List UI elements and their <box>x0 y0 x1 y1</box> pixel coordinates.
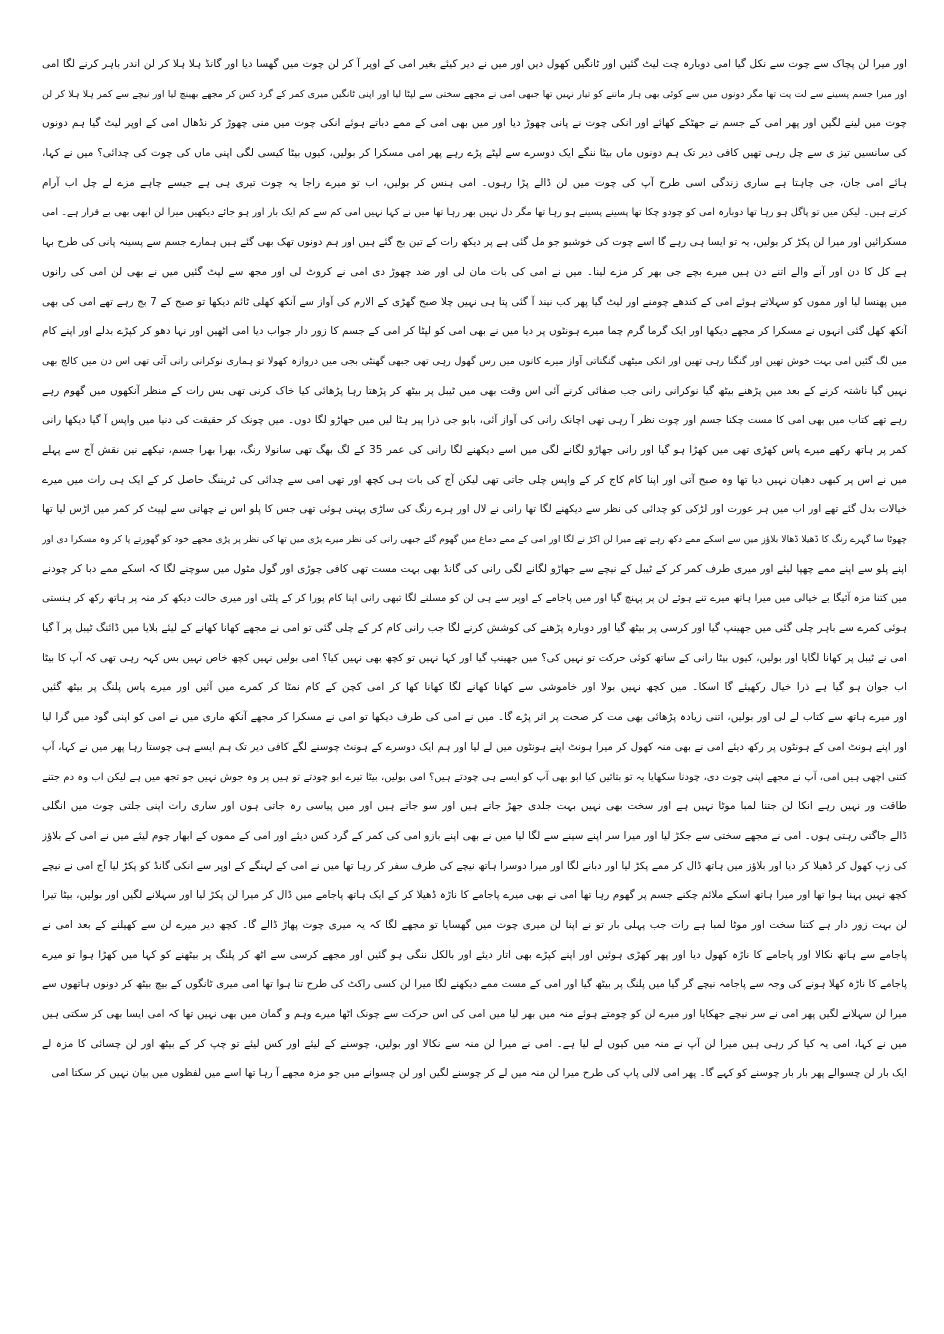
text-line: کمر پر ہاتھ رکھے میرے پاس کھڑی تھی میں کھڑا ہو گیا اور رانی جھاڑو لگانے لگی میں اسے دیکھنے لگا رانی کی عمر 35 کے لگ بھگ تھی سانولا رنگ، بھرا بھرا جسم، تیکھے نین نقش آج سے پہلے <box>42 443 907 456</box>
text-line: ڈالے جاگتی رہتی ہوں۔ امی نے مجھے سختی سے جکڑ لیا اور میرا سر اپنے سینے سے لگا لیا میں نے بھی اپنے بازو امی کی کمر کے گرد کس دیئے اور امی کے مموں کے ابھار چوم لیئے میں نے امی کے بلاؤز <box>42 829 907 842</box>
text-line: کرتے ہیں۔ لیکن میں تو پاگل ہو رہا تھا دوبارہ امی کو چودو چکا تھا پسینے پسینے ہو رہا تھا مگر دل نہیں بھر رہا تھا میں نے کہا نہیں امی کم سے کم ایک بار اور ہو جائے دیکھیں میرا لن ابھی بھی بے قرار ہے۔ امی <box>42 207 907 219</box>
text-line: میں کتنا مزہ آئیگا بے خیالی میں میرا ہاتھ میرے تنے ہوئے لن پر پہنچ گیا اور میں پاجامے کے اوپر سے ہی لن کو مسلنے لگا تبھی رانی اپنا کام پورا کر کے پلٹی اور میری حالت دیکھ کر منہ پر ہاتھ رکھ کر ہنستی <box>42 593 907 605</box>
text-line: لن بہت زور دار ہے کتنا سخت اور موٹا لمبا ہے رات جب پہلی بار تو نے اپنا لن میری چوت میں گھسایا تو مجھے لگا کہ یہ میری چوت پھاڑ ڈالے گا۔ کچھ دیر میرے لن سے کھیلنے کے بعد امی نے <box>42 918 907 931</box>
text-line: ہے کل کا دن اور آنے والے اتنے دن ہیں میرے بچے جی بھر کر مزے لینا۔ میں نے امی کی بات مان لی اور ضد چھوڑ دی امی نے کروٹ لی اور مجھ سے لپٹ گئیں میں نے بھی لن امی کی رانوں <box>42 265 907 278</box>
text-line: مسکرائیں اور میرا لن پکڑ کر بولیں، یہ تو ایسا ہی رہے گا اسے چوت کی خوشبو جو مل گئی ہے پر دیکھ رات کے تین بج گئے ہیں اور ہم دونوں تھک بھی گئے ہیں ہمارے جسم سے پسینہ پانی کی طرح بہا <box>42 236 907 249</box>
text-line: اب جوان ہو گیا ہے ذرا خیال رکھیئے گا اسکا۔ میں کچھ نہیں بولا اور خاموشی سے کھانا کھانے لگا کھانا کھا کر امی کچن کے کام نمٹا کر کمرے میں آئیں اور میرے پاس پلنگ پر بیٹھ گئیں <box>42 681 907 694</box>
text-line: میں نے اس پر کبھی دھیان نہیں دیا تھا وہ صبح آتی اور اپنا کام کاج کر کے واپس چلی جاتی تھی لیکن آج کی بات ہی کچھ اور تھی امی سے چدائی کی ٹریننگ حاصل کر کے ایک ہی رات میں میرے <box>42 473 907 486</box>
text-line: رہے تھے کتاب میں بھی امی کا مست چکنا جسم اور چوت نظر آ رہی تھی اچانک رانی کی آواز آئی، بابو جی ذرا پیر ہٹا لیں میں جھاڑو لگا دوں۔ میں چونک کر حقیقت کی دنیا میں واپس آ گیا دیکھا رانی <box>42 414 907 427</box>
text-line: طاقت ور نہیں رہے انکا لن جتنا لمبا موٹا نہیں ہے اور سخت بھی نہیں بہت جلدی جھڑ جاتے ہیں اور سو جاتے ہیں اور میں پیاسی رہ جاتی ہوں اور ساری رات اپنی جلتی چوت میں انگلی <box>42 800 907 813</box>
text-line: کچھ نہیں پہنا ہوا تھا اور میرا ہاتھ اسکے ملائم چکنے جسم پر گھوم رہا تھا امی نے بھی میرے پاجامے کا ناڑہ ڈھیلا کر کے ایک ہاتھ پاجامے میں ڈال کر میرا لن پکڑ لیا اور سہلانے لگیں اور بولیں، بیٹا تیرا <box>42 889 907 902</box>
text-line: پاجامے سے ہاتھ نکالا اور پاجامے کا ناڑہ کھول دیا اور پھر کھڑی ہوئیں اور اپنے کپڑے بھی اتار دیئے اور بالکل ننگی ہو گئیں اور مجھے کرسی سے اٹھ کر پلنگ پر بیٹھنے کو کہا میں کھڑا ہوا تو میرے <box>42 948 907 961</box>
text-line: چوت میں لینے لگیں اور پھر امی کے جسم نے جھٹکے کھائے اور انکی چوت نے پانی چھوڑ دیا اور میں بھی امی کے ممے دباتے ہوئے انکی چوت میں منی چھوڑ کر نڈھال امی کے اوپر لیٹ گیا ہم دونوں <box>42 117 907 130</box>
story-text-block <box>42 50 907 1089</box>
text-line: میں لگ گئیں امی بہت خوش تھیں اور گنگنا رہی تھیں اور انکی میٹھی گنگناتی آواز میرے کانوں میں رس گھول رہی تھی جبھی گھنٹی بجی میں دروازہ کھولا تو ہماری نوکرانی رانی آئی تھی اس دن میں کالج بھی <box>42 355 907 367</box>
text-line: امی نے ٹیبل پر کھانا لگایا اور بولیں، کیوں بیٹا رانی کے ساتھ کوئی حرکت تو نہیں کی؟ میں جھینپ گیا اور کہا نہیں تو کچھ بھی نہیں کیا؟ امی بولیں نہیں کچھ خاص نہیں بس کہہ رہی تھی کہ آپ کا بیٹا <box>42 651 907 664</box>
text-line: اور اپنے ہونٹ امی کے ہونٹوں پر رکھ دیئے امی نے بھی منہ کھول کر میرا ہونٹ اپنے ہونٹوں میں لے لیا اور ہم ایک دوسرے کے ہونٹ چوسنے لگے کافی دیر تک ہم ایسے ہی چوستا رہا پھر میں نے کہا، آپ <box>42 740 907 753</box>
text-line: ایک بار لن چسوالے پھر بار بار چوسنے کو کہے گا۔ پھر امی لالی پاپ کی طرح میرا لن منہ میں لے کر چوسنے لگیں اور لن چسوانے میں جو مزہ مجھے آ رہا تھا اسے میں لفظوں میں بیان نہیں کر سکتا امی <box>51 1067 907 1080</box>
text-line: اپنے پلو سے اپنے ممے چھپا لیئے اور میری طرف کمر کر کے ٹیبل کے نیچے سے جھاڑو لگانے لگی رانی کی گانڈ بھی بہت مست تھی کافی چوڑی اور گول مٹول میں سوچنے لگا کہ اسکے ممے دبا کر چودنے <box>42 562 907 575</box>
text-line: اور میرا جسم پسینے سے لت پت تھا مگر دونوں میں سے کوئی بھی ہار ماننے کو تیار نہیں تھا جبھی امی نے مجھے سختی سے لپٹا لیا اور اپنی ٹانگیں میری کمر کے گرد کس کر مجھے بھینچ لیا اور نیچے سے کمر ہلا ہلا کر لن <box>42 88 907 100</box>
text-line: ہوئی کمرے سے باہر چلی گئی میں جھینپ گیا اور کرسی پر بیٹھ گیا اور دوبارہ پڑھنے کی کوشش کرنے لگا جب رانی کام کر کے چلی گئی تو امی نے مجھے کھانا کھانے کے لیئے بلایا میں ڈائنگ ٹیبل پر آ گیا <box>42 622 907 635</box>
text-line: نہیں گیا ناشتہ کرنے کے بعد میں پڑھنے بیٹھ گیا نوکرانی رانی جب صفائی کرنے آئی اس وقت بھی میں ٹیبل پر بیٹھ کر پڑھتا رہا پڑھائی کیا خاک کرنی تھی بس رات کے منظر آنکھوں میں گھوم رہے <box>42 384 907 397</box>
text-line: آنکھ کھل گئی انہوں نے مسکرا کر مجھے دیکھا اور ایک گرما گرم چما میرے ہونٹوں پر دیا میں نے بھی امی کو لپٹا کر امی کے جسم کا زور دار جواب دیا امی اٹھیں اور نہا دھو کر کپڑے بدلے اور اپنے کام <box>42 325 907 338</box>
text-line: میرا لن سہلانے لگیں پھر امی نے سر نیچے جھکایا اور میرے لن کو چومتے ہوئے منہ میں بھر لیا میں امی کی اس حرکت سے چونک اٹھا میرے وہم و گمان میں بھی نہیں تھا کہ امی ایسا بھی کر سکتی ہیں <box>42 1008 907 1020</box>
text-line: اور میرے ہاتھ سے کتاب لے لی اور بولیں، اتنی زیادہ پڑھائی بھی مت کر صحت پر اثر پڑے گا۔ میں نے امی کی طرف دیکھا تو امی نے مسکرا کر مجھے آنکھ ماری میں نے امی کو اپنی گود میں گرا لیا <box>42 711 907 724</box>
text-line: خیالات بدل گئے تھے اور اب میں ہر عورت اور لڑکی کو چدائی کی نظر سے دیکھنے لگا تھا رانی نے لال اور ہرے رنگ کی ساڑی پہنی ہوئی تھی جس کا پلو اس نے چھاتی سے لپیٹ کر کمر میں اڑس لیا تھا <box>42 503 907 516</box>
text-line: چھوٹا سا گہرے رنگ کا ڈھیلا ڈھالا بلاؤز میں سے اسکے ممے دکھ رہے تھے میرا لن اکڑ نے لگا اور امی کے ممے دماغ میں گھوم گئے جبھی رانی کی نظر میرے پڑی میں تھا کی نظر پر پڑی مجھے خود کو گھورتے پا کر وہ مسکرا دی اور <box>42 534 907 545</box>
text-line: اور میرا لن پچاک سے چوت سے نکل گیا امی دوبارہ چت لیٹ گئیں اور ٹانگیں کھول دیں اور میں نے دیر کیئے بغیر امی کے اوپر آ کر لن چوت میں گھسا دیا اور گانڈ ہلا ہلا کر لن اندر باہر کرنے لگا امی <box>42 58 907 70</box>
text-line: ہائے امی جان، جی چاہتا ہے ساری زندگی اسی طرح آپ کی چوت میں لن ڈالے پڑا رہوں۔ امی ہنس کر بولیں، اب تو میرے راجا یہ چوت تیری ہی ہے جیسے چاہے مزے لے چل اب آرام <box>42 176 907 189</box>
text-line: کتنی اچھی ہیں امی، آپ نے مجھے اپنی چوت دی، چودنا سکھایا یہ تو بتائیں کیا ابو بھی آپ کو ایسے ہی چودتے ہیں؟ امی بولیں، بیٹا تیرے ابو چودتے تو ہیں پر وہ جوش نہیں جو تجھ میں ہے لیکن اب وہ دم جتنے <box>42 771 907 783</box>
text-line: کی سانسیں تیز ی سے چل رہی تھیں کافی دیر تک ہم دونوں ماں بیٹا ننگے ایک دوسرے سے لپٹے پڑے رہے پھر امی مسکرا کر بولیں، کیوں بیٹا کیسی لگی اپنی ماں کی چوت کی چدائی؟ میں نے کہا، <box>42 147 907 160</box>
text-line: میں پھنسا لیا اور مموں کو سہلاتے ہوئے امی کے کندھے چومنے اور لیٹ گیا پھر کب نیند آ گئی پتا ہی نہیں چلا صبح گھڑی کے الارم کی آواز سے آنکھ کھلی ٹائم دیکھا تو صبح کے 7 بج رہے تھے امی کی بھی <box>42 295 907 308</box>
text-line: میں نے کہا، امی یہ کیا کر رہی ہیں میرا لن آپ نے منہ میں کیوں لے لیا ہے۔ امی نے میرا لن منہ سے نکالا اور بولیں، چوسنے کے لیئے اور کس لیئے تو چپ کر کے بیٹھ اور لن چسائی کا مزہ لے <box>42 1037 907 1050</box>
text-line: پاجامے کا ناڑہ کھلا ہونے کی وجہ سے پاجامہ نیچے گر گیا میں پلنگ پر بیٹھ گیا اور امی کے مست ممے دیکھنے لگا میرا لن کسی راکٹ کی طرح تنا ہوا تھا امی میری ٹانگوں کے بیچ بیٹھ کر دونوں ہاتھوں سے <box>42 978 907 991</box>
text-line: کی زپ کھول کر ڈھیلا کر دیا اور بلاؤز میں ہاتھ ڈال کر ممے پکڑ لیا اور دبانے لگا اور میرا دوسرا ہاتھ نیچے کی طرف سفر کر رہا تھا میں نے امی کے لہنگے کے اوپر سے انکی گانڈ کو پکڑ لیا آج امی نے نیچے <box>42 859 907 872</box>
